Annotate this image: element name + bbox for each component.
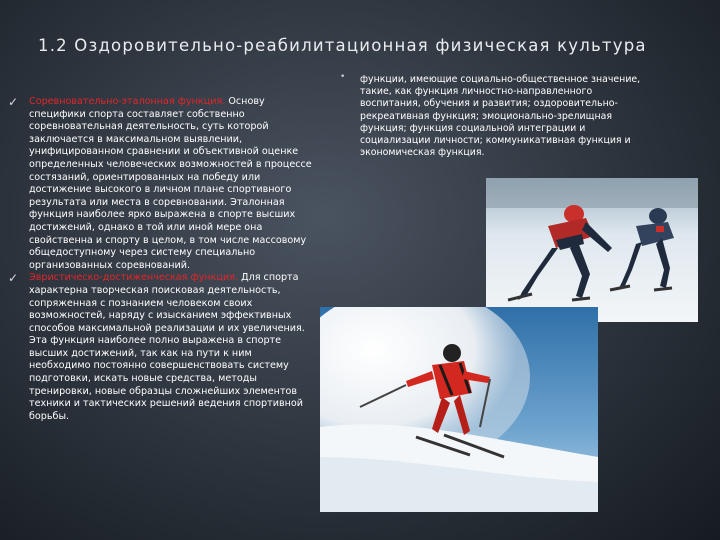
list-item bbox=[8, 271, 312, 423]
function-term: Эвристическо-достиженческая функция. bbox=[29, 272, 239, 284]
function-description: Основу специфики спорта составляет собственно соревновательная деятельность, суть которой заключается в максимальном выявлении, унифицированном сравнении и объективной оценке определенных человеческих возможностей в процессе состязаний, ориентированных на победу или достижение высокого в личном плане спортивного результата или места в соревновании. Эталонная функция наиболее ярко выражена в спорте высших достижений, однако в той или иной мере она свойственна и спорту в целом, в том числе массовому общедоступному через систему специально организованных соревнований. bbox=[29, 96, 312, 271]
checkmark-icon: ✓ bbox=[8, 95, 19, 109]
speed-skating-photo bbox=[486, 178, 698, 322]
list-item bbox=[8, 95, 312, 272]
function-term: Соревновательно-эталонная функция. bbox=[29, 96, 226, 107]
bullet-icon: • bbox=[340, 72, 346, 82]
checkmark-icon: ✓ bbox=[8, 271, 19, 286]
left-column bbox=[8, 95, 312, 423]
skiing-photo bbox=[320, 307, 598, 512]
slide-title: 1.2 Оздоровительно-реабилитационная физическая культура bbox=[38, 36, 647, 55]
function-description: Для спорта характерна творческая поисковая деятельность, сопряженная с познанием человеком своих возможностей, наряду с изысканием эффективных способов максимальной реализации и их увеличения. Эта функция наиболее полно выражена в спорте высших достижений, так как на пути к ним необходимо постоянно совершенствовать систему подготовки, искать новые средства, методы тренировки, новые образцы сложнейших элементов техники и тактических решений ведения спортивной борьбы. bbox=[29, 272, 305, 422]
right-text: функции, имеющие социально-общественное значение, такие, как функция личностно-направленного воспитания, обучения и развития; оздоровительно-рекреативная функция; эмоционально-зрелищная функция; функция социальной интеграции и социализации личности; коммуникативная функция и экономическая функция. bbox=[360, 74, 641, 159]
